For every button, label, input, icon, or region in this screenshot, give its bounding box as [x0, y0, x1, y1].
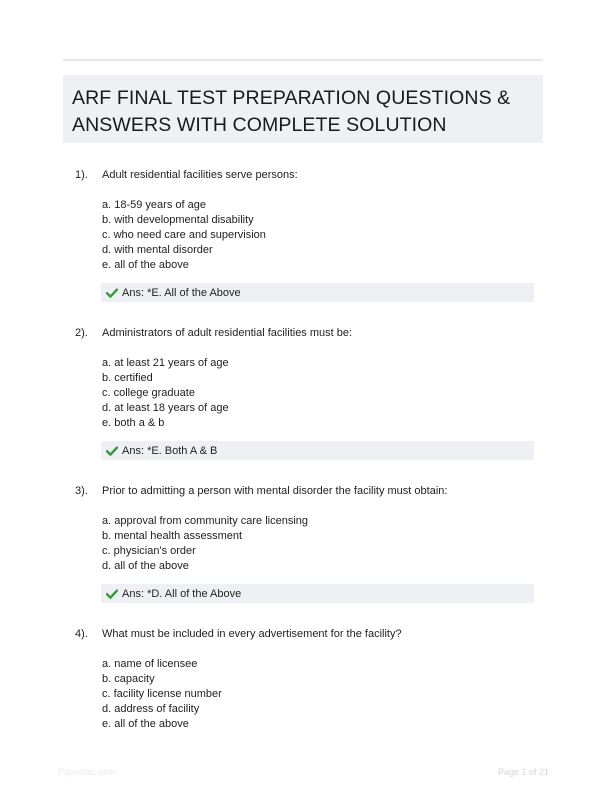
check-icon	[106, 288, 118, 298]
option-c: c. who need care and supervision	[102, 229, 266, 241]
option-c: c. physician's order	[102, 545, 196, 557]
title-banner	[63, 75, 543, 143]
page-indicator: Page 1 of 21	[497, 767, 549, 777]
answer-box	[101, 441, 534, 460]
question-text: Adult residential facilities serve persons:	[102, 169, 298, 181]
footer-watermark: Paperbtic.com	[58, 767, 116, 777]
option-list	[102, 356, 229, 431]
check-icon	[106, 446, 118, 456]
page-title: ARF FINAL TEST PREPARATION QUESTIONS & ANSWERS WITH COMPLETE SOLUTION	[72, 87, 511, 136]
option-b: b. mental health assessment	[102, 530, 243, 542]
option-b: b. with developmental disability	[102, 214, 254, 226]
answer-box	[101, 584, 534, 603]
answer-text: Ans: *E. Both A & B	[122, 444, 218, 457]
answer-box	[101, 283, 534, 302]
question-text: What must be included in every advertisement for the facility?	[102, 628, 402, 640]
option-b: b. certified	[102, 372, 153, 384]
option-e: e. all of the above	[102, 718, 189, 730]
option-c: c. college graduate	[102, 387, 195, 399]
check-icon	[106, 589, 118, 599]
answer-text: Ans: *E. All of the Above	[122, 286, 241, 299]
option-a: a. name of licensee	[102, 658, 198, 670]
option-d: d. at least 18 years of age	[102, 402, 229, 414]
question-number: 3).	[75, 485, 88, 497]
option-c: c. facility license number	[102, 688, 222, 700]
option-e: e. all of the above	[102, 259, 189, 271]
option-d: d. all of the above	[102, 560, 189, 572]
top-divider	[63, 59, 543, 61]
question-number: 2).	[75, 327, 88, 339]
question-text: Prior to admitting a person with mental disorder the facility must obtain:	[102, 485, 448, 497]
option-a: a. 18-59 years of age	[102, 199, 206, 211]
question-number: 4).	[75, 628, 88, 640]
option-list	[102, 657, 222, 732]
option-d: d. address of facility	[102, 703, 200, 715]
option-list	[102, 198, 266, 273]
answer-text: Ans: *D. All of the Above	[122, 587, 242, 600]
option-b: b. capacity	[102, 673, 155, 685]
option-a: a. approval from community care licensing	[102, 515, 309, 527]
question-number: 1).	[75, 169, 88, 181]
option-e: e. both a & b	[102, 417, 165, 429]
option-d: d. with mental disorder	[102, 244, 213, 256]
question-text: Administrators of adult residential facilities must be:	[102, 327, 353, 339]
option-a: a. at least 21 years of age	[102, 357, 229, 369]
option-list	[102, 514, 308, 574]
